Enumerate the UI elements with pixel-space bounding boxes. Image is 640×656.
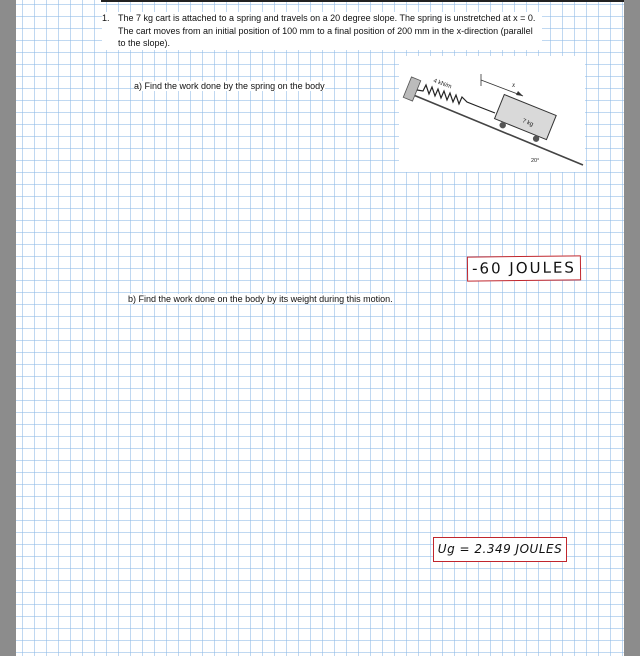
problem-text: The 7 kg cart is attached to a spring and travels on a 20 degree slope. The spring is unstretched at x = 0. The cart moves from an initial position of 100 mm to a final position of 200 mm in the x-direction (parallel to the slope). <box>118 13 536 48</box>
question-part-a: a) Find the work done by the spring on the body <box>134 81 325 91</box>
spring-cart-figure <box>399 56 585 172</box>
position-label: x <box>512 81 516 89</box>
problem-number: 1. <box>102 13 110 23</box>
question-part-b: b) Find the work done on the body by its weight during this motion. <box>128 294 393 304</box>
top-divider <box>101 0 624 2</box>
spring-constant-label: 4 kN/m <box>432 78 453 91</box>
graph-paper-page <box>16 0 624 656</box>
answer-part-b-text: Ug = 2.349 JOULES <box>437 542 563 556</box>
incline-surface <box>411 94 583 165</box>
answer-part-a: -60 JOULES <box>467 255 581 281</box>
mass-label: 7 kg <box>521 118 535 129</box>
spring-cart-diagram <box>399 56 585 172</box>
answer-part-b <box>433 537 567 562</box>
problem-statement <box>102 12 542 50</box>
spring <box>417 85 495 113</box>
angle-label: 20° <box>531 158 540 164</box>
